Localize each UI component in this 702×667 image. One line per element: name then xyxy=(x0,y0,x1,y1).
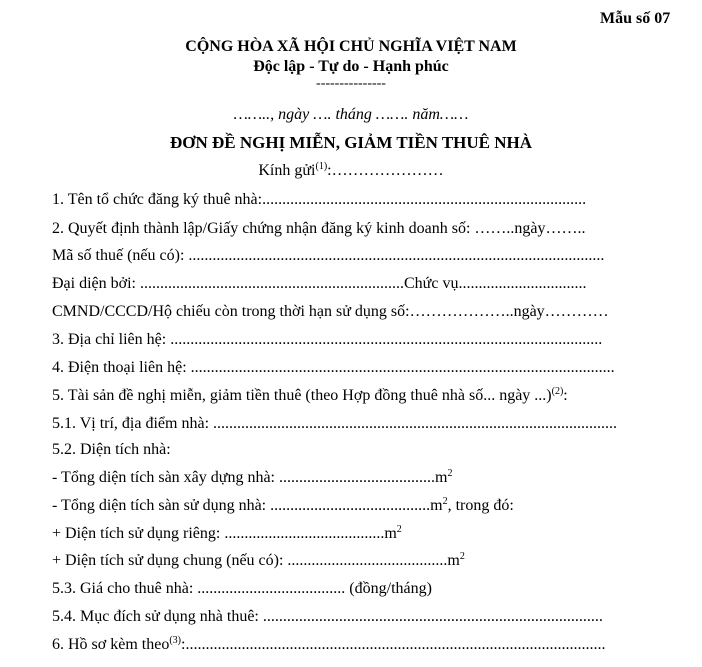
recipient-blank: :………………… xyxy=(327,162,444,179)
form-line-property[interactable] xyxy=(52,386,568,406)
form-line-total-construction-area[interactable] xyxy=(52,468,452,488)
line-text: + Diện tích sử dụng riêng: ........................................m xyxy=(52,525,397,542)
line-text: Đại diện bởi: ..................................................................Chức vụ................................ xyxy=(52,275,587,292)
line-text: 5.1. Vị trí, địa điểm nhà: ..................................................................................................... xyxy=(52,415,618,432)
line-text: 5.3. Giá cho thuê nhà: ..................................... (đồng/tháng) xyxy=(52,580,432,597)
document-title: ĐƠN ĐỀ NGHỊ MIỄN, GIẢM TIỀN THUÊ NHÀ xyxy=(169,133,533,152)
form-line-id-card[interactable] xyxy=(52,302,609,322)
form-line-phone[interactable] xyxy=(52,358,615,378)
form-line-shared-area[interactable] xyxy=(52,551,465,571)
superscript: 2 xyxy=(459,551,465,562)
form-line-representative[interactable] xyxy=(52,274,586,294)
superscript: 2 xyxy=(442,496,448,507)
line-text: - Tổng diện tích sàn xây dựng nhà: .......................................m xyxy=(52,469,448,486)
superscript: (3) xyxy=(169,635,182,646)
form-line-location[interactable] xyxy=(52,414,617,434)
line-text: Mã số thuế (nếu có): ........................................................................................................ xyxy=(52,247,605,264)
line-text: CMND/CCCD/Hộ chiếu còn trong thời hạn sử dụng số:………………..ngày………… xyxy=(52,303,609,320)
motto: Độc lập - Tự do - Hạnh phúc xyxy=(253,58,449,75)
line-text: 2. Quyết định thành lập/Giấy chứng nhận đăng ký kinh doanh số: ……..ngày…….. xyxy=(52,220,586,237)
line-text: 1. Tên tổ chức đăng ký thuê nhà:................................................................................. xyxy=(52,191,587,208)
form-line-purpose[interactable] xyxy=(52,607,603,627)
form-line-rental-price[interactable] xyxy=(52,579,432,599)
line-text: 4. Điện thoại liên hệ: .......................................................................................................... xyxy=(52,359,615,376)
form-line-attachments[interactable] xyxy=(52,635,605,655)
line-text: 5. Tài sản đề nghị miễn, giảm tiền thuê (theo Hợp đồng thuê nhà số... ngày ...) xyxy=(52,387,552,404)
form-line-private-area[interactable] xyxy=(52,524,402,544)
form-line-area[interactable] xyxy=(52,440,171,460)
line-text: - Tổng diện tích sàn sử dụng nhà: ........................................m xyxy=(52,497,443,514)
header-separator: --------------- xyxy=(316,76,386,91)
form-line-address[interactable] xyxy=(52,330,602,350)
superscript: 2 xyxy=(447,468,453,479)
footnote-ref: (1) xyxy=(315,161,328,172)
form-line-decision[interactable] xyxy=(52,219,585,239)
line-text: : xyxy=(563,387,568,404)
superscript: 2 xyxy=(396,524,402,535)
line-text: 5.2. Diện tích nhà: xyxy=(52,441,171,458)
line-text: :......................................................................................................... xyxy=(181,636,606,653)
form-line-org-name[interactable] xyxy=(52,190,586,210)
line-text: 6. Hồ sơ kèm theo xyxy=(52,636,170,653)
date-line: …….., ngày …. tháng ……. năm…… xyxy=(233,106,469,123)
form-line-total-usable-area[interactable] xyxy=(52,496,514,516)
recipient-label: Kính gửi xyxy=(258,162,316,179)
line-text: 5.4. Mục đích sử dụng nhà thuê: ..................................................................................... xyxy=(52,608,603,625)
country-name: CỘNG HÒA XÃ HỘI CHỦ NGHĨA VIỆT NAM xyxy=(185,38,517,55)
line-text: + Diện tích sử dụng chung (nếu có): ........................................m xyxy=(52,552,460,569)
line-text: 3. Địa chỉ liên hệ: ............................................................................................................ xyxy=(52,331,603,348)
superscript: (2) xyxy=(551,386,564,397)
form-line-tax-code[interactable] xyxy=(52,246,604,266)
recipient-line xyxy=(0,162,702,180)
line-text: , trong đó: xyxy=(447,497,514,514)
form-number: Mẫu số 07 xyxy=(600,10,671,27)
